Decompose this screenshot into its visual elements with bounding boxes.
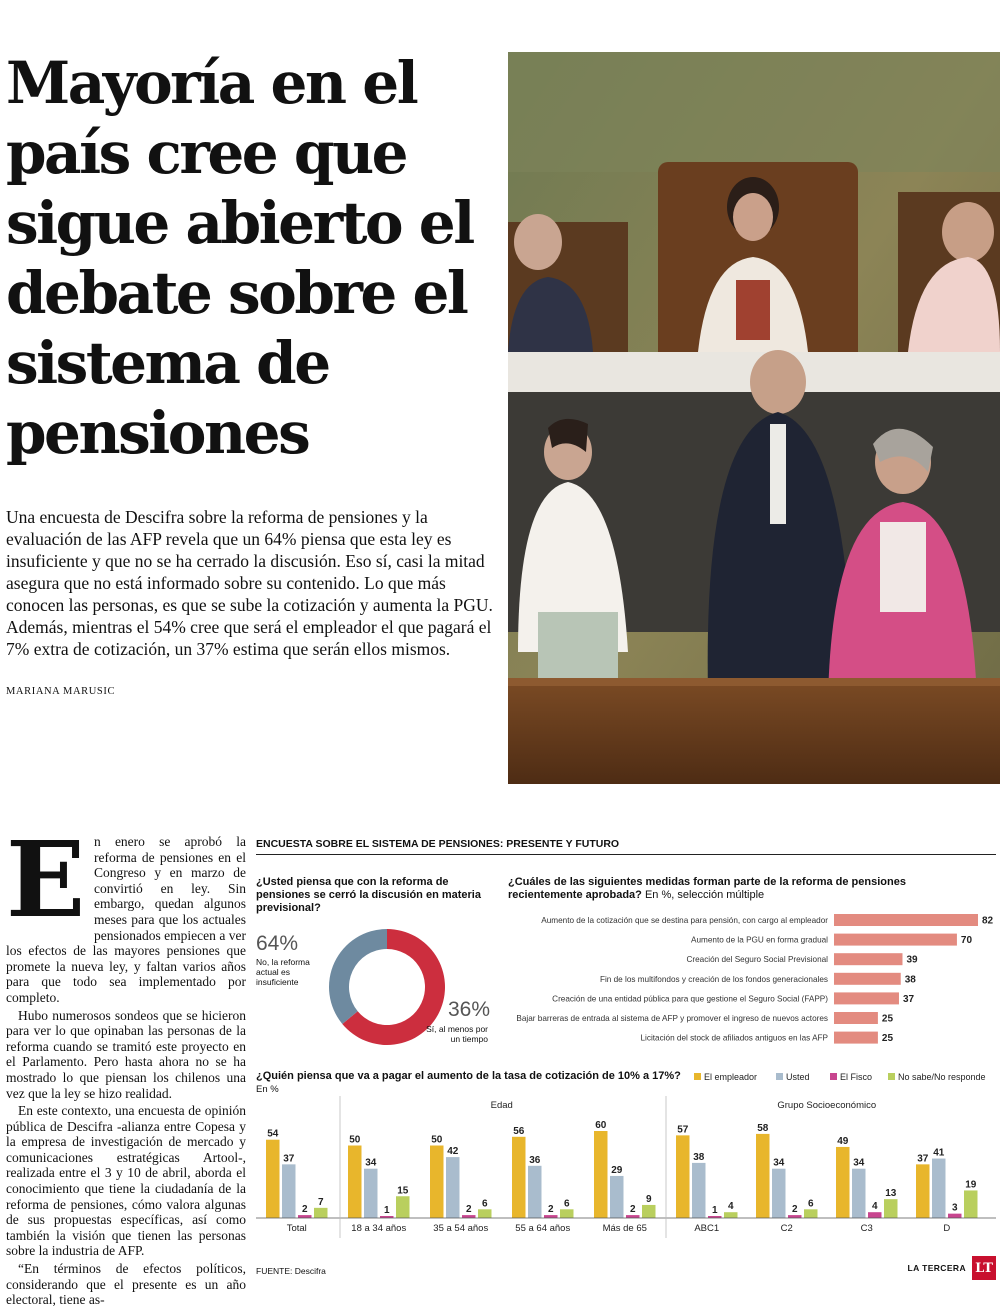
payer-bar [364,1169,378,1218]
payer-value: 6 [807,1198,814,1210]
payer-bar [512,1137,526,1218]
payer-value: 4 [871,1201,878,1213]
category-label: C3 [860,1223,873,1234]
payer-bar [964,1190,978,1218]
divider [256,854,996,855]
pie-question: ¿Usted piensa que con la reforma de pensiones se cerró la discusión en materia previsional? [256,876,481,914]
legend-swatch [776,1073,783,1080]
category-label: 55 a 64 años [515,1223,571,1234]
measure-label: Creación del Seguro Social Previsional [686,955,828,965]
measure-bar [834,934,957,946]
measure-value: 38 [904,974,916,986]
payer-value: 38 [693,1151,705,1163]
payer-bar [692,1163,706,1218]
payer-value: 2 [629,1204,636,1216]
payer-value: 6 [563,1198,570,1210]
payer-value: 50 [431,1134,443,1146]
payer-value: 56 [513,1125,525,1137]
payer-value: 2 [465,1204,472,1216]
donut-slice-yes [329,929,387,1024]
payer-value: 57 [677,1124,689,1136]
category-label: Más de 65 [602,1223,647,1234]
measure-bar [834,914,978,926]
body-paragraph: “En términos de efectos políticos, considerando que el presente es un año electoral, tiene as- [6,1261,246,1308]
payer-value: 49 [837,1135,849,1147]
category-label: C2 [780,1223,793,1234]
headline-line: debate sobre el [6,259,467,327]
payer-value: 9 [645,1193,652,1205]
payer-bar [282,1164,296,1218]
measures-bar-chart [508,908,996,1050]
measure-label: Aumento de la cotización que se destina para pensión, con cargo al empleador [541,916,828,925]
measure-label: Aumento de la PGU en forma gradual [691,935,828,945]
payer-value: 1 [711,1205,718,1216]
la-tercera-logo: LT [972,1256,996,1280]
payer-value: 19 [965,1179,977,1191]
payer-bar [462,1215,476,1218]
grouped-subtitle: En % [256,1084,279,1095]
payer-bar [932,1159,946,1218]
news-photo [508,52,1000,784]
payer-value: 36 [529,1154,541,1166]
drop-cap: E [6,818,86,941]
payer-value: 37 [917,1153,929,1165]
pie-label-no: 64% [256,932,299,955]
payer-value: 37 [283,1153,295,1165]
payer-bar [446,1157,460,1218]
chart-legend [694,1070,996,1084]
bar-question [508,876,928,902]
payer-bar [852,1169,866,1218]
measure-value: 82 [982,915,994,927]
payer-value: 54 [267,1128,279,1140]
headline-line: sigue abierto el [6,189,473,257]
payer-bar [610,1176,624,1218]
body-paragraph: n enero se aprobó la reforma de pensiones en el Congreso y en marzo de convirtió en ley. Sin embargo, quedan algunos meses para que los actuales pensionados empiecen a ver los efectos de las mayores pensiones que promete la nueva ley, y faltan varios años para que todo sea implementado por completo. [6,834,246,1005]
payer-value: 58 [757,1122,769,1134]
headline [6,48,506,468]
legend-label: No sabe/No responde [898,1072,986,1082]
measure-bar [834,1032,878,1044]
payer-bar [298,1215,312,1218]
grouped-question: ¿Quién piensa que va a pagar el aumento de la tasa de cotización de 10% a 17%? [256,1070,681,1082]
measure-value: 39 [906,954,918,966]
payer-bar [676,1135,690,1218]
payer-value: 41 [933,1147,945,1159]
legend-label: El empleador [704,1072,758,1082]
category-label: ABC1 [694,1223,720,1234]
legend-swatch [888,1073,895,1080]
payer-value: 15 [397,1185,409,1197]
payer-value: 42 [447,1146,459,1158]
payer-bar [724,1212,738,1218]
payer-bar [836,1147,850,1218]
payer-value: 2 [791,1204,798,1216]
category-label: D [943,1223,951,1234]
legend-swatch [694,1073,701,1080]
measure-label: Licitación del stock de afiliados antiguos en las AFP [640,1033,828,1043]
payer-bar [348,1146,362,1219]
payer-bar [528,1166,542,1218]
payer-value: 1 [383,1205,390,1216]
article-body [6,818,246,1310]
measure-label: Bajar barreras de entrada al sistema de AFP y promover el ingreso de nuevos actores [516,1014,828,1023]
payer-bar [594,1131,608,1218]
measure-value: 70 [960,935,973,947]
payer-bar [314,1208,328,1218]
headline-line: pensiones [6,399,309,467]
payer-bar [804,1209,818,1218]
payer-bar [626,1215,640,1218]
group-label: Grupo Socioeconómico [777,1100,877,1111]
payer-bar [868,1212,882,1218]
payer-bar [916,1164,930,1218]
payer-bar [266,1140,280,1218]
payer-bar [884,1199,898,1218]
payer-bar [788,1215,802,1218]
payer-bar [948,1214,962,1218]
source-note: FUENTE: Descifra [256,1266,326,1276]
payer-value: 60 [595,1120,607,1131]
payer-bar [642,1205,656,1218]
headline-line: sistema de [6,329,329,397]
payer-bar [756,1134,770,1218]
measure-bar [834,992,899,1004]
bar-question-title: ¿Cuáles de las siguientes medidas forman parte de la reforma de pensiones recientemente aprobada? [508,876,906,901]
payer-value: 4 [727,1201,734,1213]
infographic [256,834,996,1282]
legend-label: Usted [786,1072,810,1082]
pie-desc-yes: Sí, al menos por un tiempo [426,1024,488,1044]
legend-swatch [830,1073,837,1080]
payer-value: 3 [951,1202,958,1214]
legend-label: El Fisco [840,1072,873,1082]
payer-bar [430,1146,444,1219]
measure-bar [834,1012,878,1024]
publication-mark [908,1256,996,1280]
payer-value: 34 [365,1157,377,1169]
category-label: Total [286,1223,307,1234]
payer-value: 7 [317,1196,324,1208]
payer-grouped-bar-chart [256,1096,996,1246]
measure-bar [834,973,901,985]
measure-value: 25 [881,1013,894,1025]
body-paragraph: En este contexto, una encuesta de opinión pública de Descifra -alianza entre Copesa y la empresa de investigación de mercado y comunicaciones estratégicas Artool-, realizada entre el 3 y 10 de abril, aborda el conocimiento que tiene la ciudadanía de la reforma de pensiones, cómo valora algunas de sus propuestas específicas, así como también la visión que tienen las personas sobre la industria de AFP. [6,1103,246,1259]
lead-paragraph: Una encuesta de Descifra sobre la reforma de pensiones y la evaluación de las AFP revela que un 64% piensa que esta ley es insuficiente y que no se ha cerrado la discusión. Eso sí, casi la mitad asegura que no está informado sobre su contenido. Lo que más conocen las personas, es que se sube la cotización y aumenta la PGU. Además, mientras el 54% cree que será el empleador el que pagará el 7% extra de cotización, un 37% estima que serán ellos mismos. [6,507,493,659]
payer-value: 6 [481,1198,488,1210]
payer-bar [478,1209,492,1218]
publication-name: LA TERCERA [907,1263,966,1273]
payer-value: 2 [547,1204,554,1216]
measure-label: Creación de una entidad pública para que gestione el Seguro Social (FAPP) [552,994,828,1004]
headline-line: país cree que [6,119,407,187]
group-label: Edad [490,1100,513,1111]
measure-value: 25 [881,1033,894,1045]
byline: MARIANA MARUSIC [6,686,116,697]
payer-value: 13 [885,1188,897,1200]
photo-illustration [508,52,1000,784]
payer-value: 2 [301,1204,308,1216]
payer-bar [772,1169,786,1218]
body-paragraph: Hubo numerosos sondeos que se hicieron para ver lo que opinaban las personas de la reforma cuando se tramitó este proyecto en el Parlamento. Pero hasta ahora no se ha mostrado lo que piensan los chilenos una vez que la ley se hizo realidad. [6,1007,246,1101]
infographic-title: ENCUESTA SOBRE EL SISTEMA DE PENSIONES: PRESENTE Y FUTURO [256,838,620,850]
payer-value: 34 [853,1157,865,1169]
payer-bar [560,1209,574,1218]
category-label: 35 a 54 años [433,1223,489,1234]
measure-value: 37 [902,993,915,1005]
payer-value: 29 [611,1164,623,1176]
headline-line: Mayoría en el [6,49,417,117]
measure-bar [834,953,902,965]
payer-bar [544,1215,558,1218]
payer-value: 50 [349,1134,361,1146]
category-label: 18 a 34 años [351,1223,407,1234]
pie-label-yes: 36% [448,998,491,1021]
measure-label: Fin de los multifondos y creación de los fondos generacionales [599,974,828,984]
pie-desc-no: No, la reforma actual es insuficiente [256,957,310,987]
payer-value: 34 [773,1157,785,1169]
payer-bar [396,1196,410,1218]
bar-question-subtitle: En %, selección múltiple [644,889,765,901]
